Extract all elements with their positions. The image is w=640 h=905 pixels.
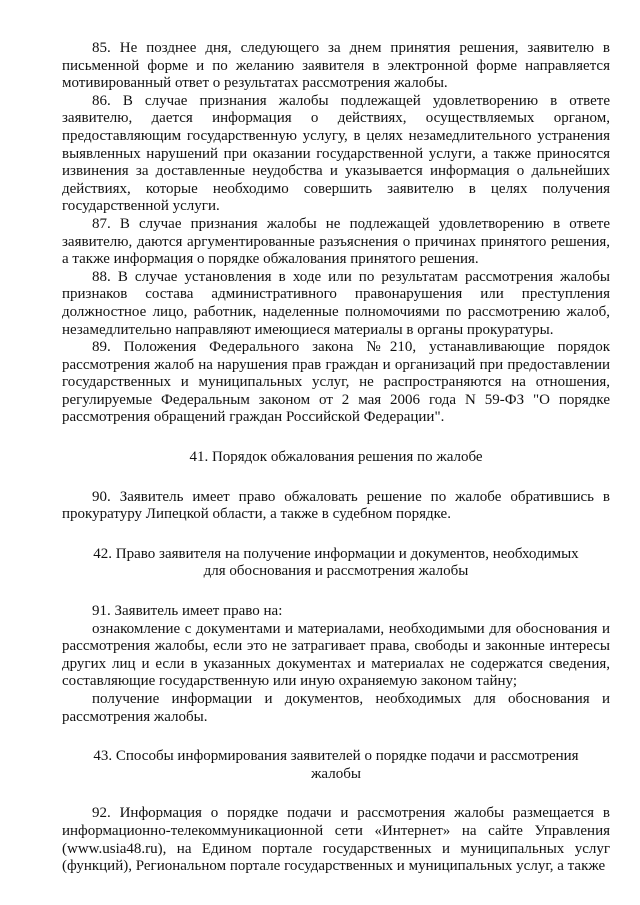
section-heading-43: 43. Способы информирования заявителей о порядке подачи и рассмотрения жалобы <box>93 748 579 782</box>
paragraph-91-item-a: ознакомление с документами и материалами, необходимыми для обоснования и рассмотрения жалобы, если это не затрагивает права, свободы и законные интересы других лиц и если в указанных документах и материалах не содержатся сведения, составляющие государственную или иную охраняемую законом тайну; <box>62 620 610 690</box>
spacer <box>62 783 610 805</box>
spacer <box>62 467 610 489</box>
paragraph-89: 89. Положения Федерального закона №210, устанавливающие порядок рассмотрения жалоб на нарушения прав граждан и организаций при предоставлении государственных и муниципальных услуг, не распространяются на отношения, регулируемые Федеральным законом от 2 мая 2006 года N 59-ФЗ "О порядке рассмотрения обращений граждан Российской Федерации". <box>62 339 610 426</box>
spacer <box>62 726 610 748</box>
section-heading-41: 41. Порядок обжалования решения по жалобе <box>189 449 483 466</box>
paragraph-91: 91. Заявитель имеет право на: <box>92 603 283 620</box>
section-heading-42: 42. Право заявителя на получение информации и документов, необходимых для обоснования и рассмотрения жалобы <box>93 545 579 580</box>
spacer <box>62 581 610 603</box>
paragraph-88: 88. В случае установления в ходе или по результатам рассмотрения жалобы признаков состава административного правонарушения или преступления должностное лицо, работник, наделенные полномочиями по рассмотрению жалоб, незамедлительно направляют имеющиеся материалы в органы прокуратуры. <box>62 268 610 338</box>
paragraph-92: 92. Информация о порядке подачи и рассмотрения жалобы размещается в информационно-телекоммуникационной сети «Интернет» на сайте Управления (www.usia48.ru), на Едином портале государственных и муниципальных услуг (функций), Региональном портале государственных и муниципальных услуг, а также <box>62 805 610 875</box>
spacer <box>62 524 610 546</box>
paragraph-90: 90. Заявитель имеет право обжаловать решение по жалобе обратившись в прокуратуру Липецкой области, а также в судебном порядке. <box>62 488 610 523</box>
paragraph-91-item-b: получение информации и документов, необходимых для обоснования и рассмотрения жалобы. <box>62 691 610 725</box>
paragraph-87: 87. В случае признания жалобы не подлежащей удовлетворению в ответе заявителю, даются аргументированные разъяснения о причинах принятого решения, а также информация о порядке обжалования принятого решения. <box>62 215 610 268</box>
paragraph-86: 86. В случае признания жалобы подлежащей удовлетворению в ответе заявителю, дается информация о действиях, осуществляемых органом, предоставляющим государственную услугу, в целях незамедлительного устранения выявленных нарушений при оказании государственной услуги, а также приносятся извинения за доставленные неудобства и указывается информация о дальнейших действиях, которые необходимо совершить заявителю в целях получения государственной услуги. <box>62 92 610 215</box>
paragraph-85: 85. Не позднее дня, следующего за днем принятия решения, заявителю в письменной форме и по желанию заявителя в электронной форме направляется мотивированный ответ о результатах рассмотрения жалобы. <box>62 40 610 92</box>
spacer <box>62 427 610 449</box>
